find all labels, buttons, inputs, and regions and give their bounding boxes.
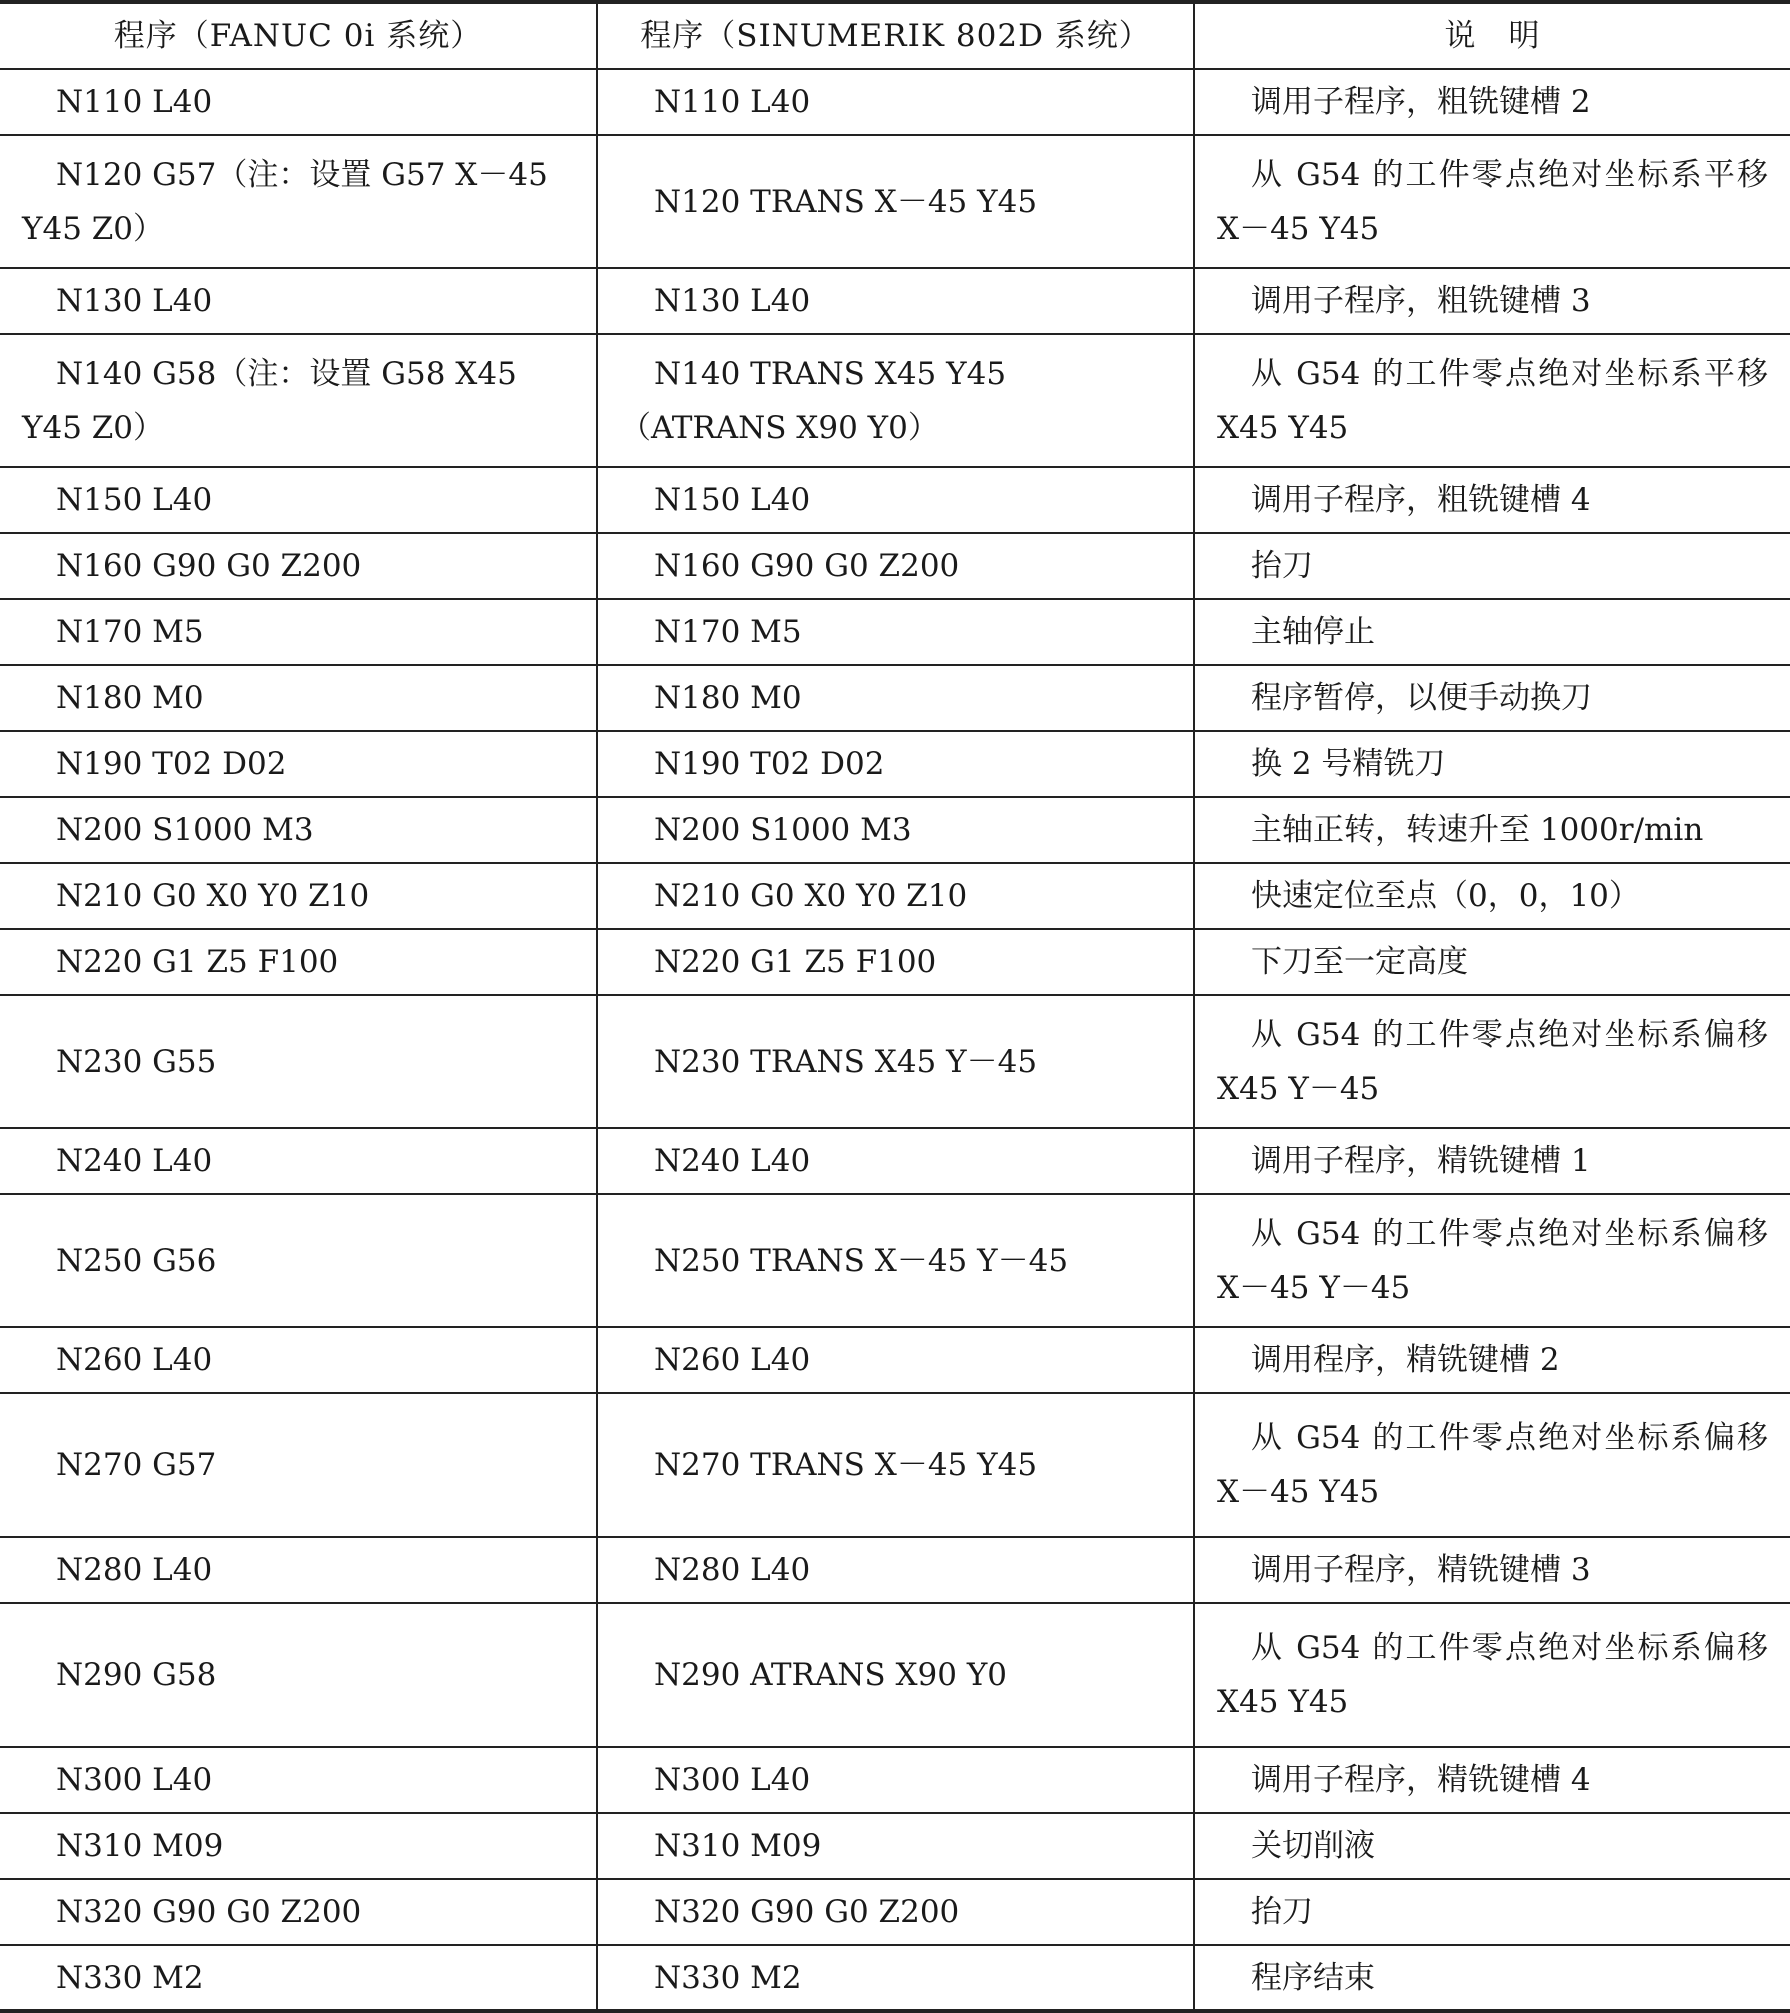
fanuc-cell: N320 G90 G0 Z200	[0, 1879, 597, 1945]
table-row	[0, 929, 1790, 995]
sinumerik-cell: N180 M0	[597, 665, 1194, 731]
sinumerik-cell: N140 TRANS X45 Y45（ATRANS X90 Y0）	[597, 334, 1194, 467]
sinumerik-cell: N110 L40	[597, 69, 1194, 135]
sinumerik-cell: N300 L40	[597, 1747, 1194, 1813]
sinumerik-cell: N210 G0 X0 Y0 Z10	[597, 863, 1194, 929]
sinumerik-cell: N160 G90 G0 Z200	[597, 533, 1194, 599]
table-row	[0, 1813, 1790, 1879]
note-cell: 抬刀	[1194, 533, 1790, 599]
note-cell: 从 G54 的工件零点绝对坐标系偏移 X－45 Y45	[1194, 1393, 1790, 1537]
sinumerik-cell: N130 L40	[597, 268, 1194, 334]
fanuc-cell: N120 G57（注：设置 G57 X－45 Y45 Z0）	[0, 135, 597, 268]
table-row	[0, 1945, 1790, 2011]
sinumerik-cell: N270 TRANS X－45 Y45	[597, 1393, 1194, 1537]
fanuc-cell: N270 G57	[0, 1393, 597, 1537]
fanuc-cell: N190 T02 D02	[0, 731, 597, 797]
note-cell: 抬刀	[1194, 1879, 1790, 1945]
table-row	[0, 1603, 1790, 1747]
table-row	[0, 1393, 1790, 1537]
table-row	[0, 1327, 1790, 1393]
table-row	[0, 1747, 1790, 1813]
fanuc-cell: N300 L40	[0, 1747, 597, 1813]
note-cell: 换 2 号精铣刀	[1194, 731, 1790, 797]
note-cell: 调用子程序，粗铣键槽 2	[1194, 69, 1790, 135]
note-cell: 调用子程序，精铣键槽 3	[1194, 1537, 1790, 1603]
sinumerik-cell: N230 TRANS X45 Y－45	[597, 995, 1194, 1128]
table-body	[0, 69, 1790, 2011]
fanuc-cell: N310 M09	[0, 1813, 597, 1879]
table-row	[0, 467, 1790, 533]
note-cell: 下刀至一定高度	[1194, 929, 1790, 995]
fanuc-cell: N260 L40	[0, 1327, 597, 1393]
table-row	[0, 863, 1790, 929]
sinumerik-cell: N120 TRANS X－45 Y45	[597, 135, 1194, 268]
sinumerik-cell: N220 G1 Z5 F100	[597, 929, 1194, 995]
table-row	[0, 1879, 1790, 1945]
note-cell: 调用程序，精铣键槽 2	[1194, 1327, 1790, 1393]
note-cell: 调用子程序，粗铣键槽 4	[1194, 467, 1790, 533]
note-cell: 调用子程序，精铣键槽 1	[1194, 1128, 1790, 1194]
sinumerik-cell: N310 M09	[597, 1813, 1194, 1879]
fanuc-cell: N130 L40	[0, 268, 597, 334]
note-cell: 从 G54 的工件零点绝对坐标系偏移 X－45 Y－45	[1194, 1194, 1790, 1327]
sinumerik-cell: N250 TRANS X－45 Y－45	[597, 1194, 1194, 1327]
note-cell: 从 G54 的工件零点绝对坐标系偏移 X45 Y－45	[1194, 995, 1790, 1128]
fanuc-cell: N250 G56	[0, 1194, 597, 1327]
note-cell: 从 G54 的工件零点绝对坐标系偏移 X45 Y45	[1194, 1603, 1790, 1747]
fanuc-cell: N280 L40	[0, 1537, 597, 1603]
note-cell: 从 G54 的工件零点绝对坐标系平移 X45 Y45	[1194, 334, 1790, 467]
table-row	[0, 599, 1790, 665]
header-note: 说 明	[1194, 2, 1790, 69]
table-row	[0, 69, 1790, 135]
fanuc-cell: N230 G55	[0, 995, 597, 1128]
sinumerik-cell: N330 M2	[597, 1945, 1194, 2011]
note-cell: 程序结束	[1194, 1945, 1790, 2011]
table-row	[0, 665, 1790, 731]
fanuc-cell: N140 G58（注：设置 G58 X45 Y45 Z0）	[0, 334, 597, 467]
sinumerik-cell: N260 L40	[597, 1327, 1194, 1393]
table-row	[0, 995, 1790, 1128]
note-cell: 关切削液	[1194, 1813, 1790, 1879]
fanuc-cell: N160 G90 G0 Z200	[0, 533, 597, 599]
fanuc-cell: N240 L40	[0, 1128, 597, 1194]
note-cell: 程序暂停，以便手动换刀	[1194, 665, 1790, 731]
fanuc-cell: N290 G58	[0, 1603, 597, 1747]
sinumerik-cell: N280 L40	[597, 1537, 1194, 1603]
fanuc-cell: N110 L40	[0, 69, 597, 135]
table-row	[0, 334, 1790, 467]
note-cell: 调用子程序，精铣键槽 4	[1194, 1747, 1790, 1813]
table-row	[0, 533, 1790, 599]
table-row	[0, 135, 1790, 268]
header-sinumerik: 程序（SINUMERIK 802D 系统）	[597, 2, 1194, 69]
table-row	[0, 731, 1790, 797]
note-cell: 从 G54 的工件零点绝对坐标系平移 X－45 Y45	[1194, 135, 1790, 268]
table-row	[0, 1537, 1790, 1603]
fanuc-cell: N150 L40	[0, 467, 597, 533]
fanuc-cell: N330 M2	[0, 1945, 597, 2011]
header-fanuc: 程序（FANUC 0i 系统）	[0, 2, 597, 69]
sinumerik-cell: N290 ATRANS X90 Y0	[597, 1603, 1194, 1747]
fanuc-cell: N220 G1 Z5 F100	[0, 929, 597, 995]
table-row	[0, 797, 1790, 863]
fanuc-cell: N210 G0 X0 Y0 Z10	[0, 863, 597, 929]
table-row	[0, 1128, 1790, 1194]
sinumerik-cell: N320 G90 G0 Z200	[597, 1879, 1194, 1945]
sinumerik-cell: N200 S1000 M3	[597, 797, 1194, 863]
table-row	[0, 268, 1790, 334]
note-cell: 调用子程序，粗铣键槽 3	[1194, 268, 1790, 334]
header-row	[0, 2, 1790, 69]
fanuc-cell: N180 M0	[0, 665, 597, 731]
sinumerik-cell: N150 L40	[597, 467, 1194, 533]
sinumerik-cell: N240 L40	[597, 1128, 1194, 1194]
fanuc-cell: N170 M5	[0, 599, 597, 665]
note-cell: 主轴停止	[1194, 599, 1790, 665]
table-header	[0, 2, 1790, 69]
fanuc-cell: N200 S1000 M3	[0, 797, 597, 863]
sinumerik-cell: N190 T02 D02	[597, 731, 1194, 797]
note-cell: 快速定位至点（0，0，10）	[1194, 863, 1790, 929]
table-row	[0, 1194, 1790, 1327]
sinumerik-cell: N170 M5	[597, 599, 1194, 665]
note-cell: 主轴正转，转速升至 1000r/min	[1194, 797, 1790, 863]
